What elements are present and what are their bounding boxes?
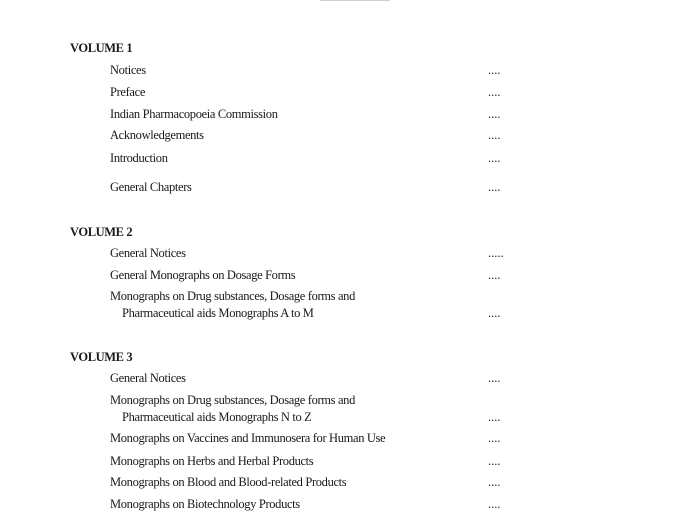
entry-title: Monographs on Vaccines and Immunosera for Human Use — [110, 431, 386, 445]
toc-entry-introduction — [110, 151, 168, 166]
toc-dots: .... — [488, 497, 501, 511]
toc-entry-general-notices — [110, 246, 186, 261]
entry-title: Monographs on Drug substances, Dosage forms and — [110, 289, 355, 303]
toc-dots: .... — [488, 85, 501, 99]
toc-dots: .... — [488, 128, 501, 142]
entry-title: Monographs on Drug substances, Dosage forms and — [110, 393, 355, 407]
toc-entry-notices — [110, 63, 146, 78]
top-rule — [320, 0, 390, 1]
toc-dots: .... — [488, 268, 501, 282]
toc-entry-biotechnology — [110, 497, 300, 512]
entry-title: Preface — [110, 85, 146, 99]
entry-title-continuation: Pharmaceutical aids Monographs N to Z — [122, 410, 312, 424]
toc-dots: .... — [488, 63, 501, 77]
toc-entry-herbs — [110, 454, 313, 469]
entry-title: General Chapters — [110, 180, 192, 194]
entry-title: General Monographs on Dosage Forms — [110, 268, 296, 282]
toc-dots: .... — [488, 151, 501, 165]
toc-dots: .... — [488, 454, 501, 468]
toc-entry-monographs-a-to-m — [110, 289, 355, 321]
entry-title: Notices — [110, 63, 146, 77]
toc-dots: ..... — [488, 246, 504, 260]
entry-title: Acknowledgements — [110, 128, 204, 142]
entry-title: Monographs on Herbs and Herbal Products — [110, 454, 314, 468]
toc-dots: .... — [488, 410, 501, 424]
toc-dots: .... — [488, 180, 501, 194]
toc-entry-preface — [110, 85, 145, 100]
entry-title: Monographs on Blood and Blood-related Products — [110, 475, 347, 489]
entry-title: General Notices — [110, 371, 186, 385]
entry-title: Monographs on Biotechnology Products — [110, 497, 300, 511]
entry-title: General Notices — [110, 246, 186, 260]
toc-dots: .... — [488, 371, 501, 385]
toc-entry-monographs-n-to-z — [110, 393, 355, 425]
toc-dots: .... — [488, 475, 501, 489]
toc-dots: .... — [488, 306, 501, 320]
entry-title: Introduction — [110, 151, 168, 165]
volume-2-heading: VOLUME 2 — [70, 225, 133, 239]
toc-dots: .... — [488, 431, 501, 445]
toc-entry-dosage-forms — [110, 268, 295, 283]
volume-1-heading: VOLUME 1 — [70, 41, 133, 55]
entry-title-continuation: Pharmaceutical aids Monographs A to M — [122, 306, 314, 320]
toc-entry-vaccines — [110, 431, 385, 446]
toc-entry-general-chapters — [110, 180, 192, 195]
entry-title: Indian Pharmacopoeia Commission — [110, 107, 278, 121]
toc-entry-acknowledgements — [110, 128, 204, 143]
volume-3-heading: VOLUME 3 — [70, 350, 133, 364]
toc-entry-commission — [110, 107, 278, 122]
toc-entry-general-notices — [110, 371, 186, 386]
toc-dots: .... — [488, 107, 501, 121]
toc-entry-blood — [110, 475, 346, 490]
